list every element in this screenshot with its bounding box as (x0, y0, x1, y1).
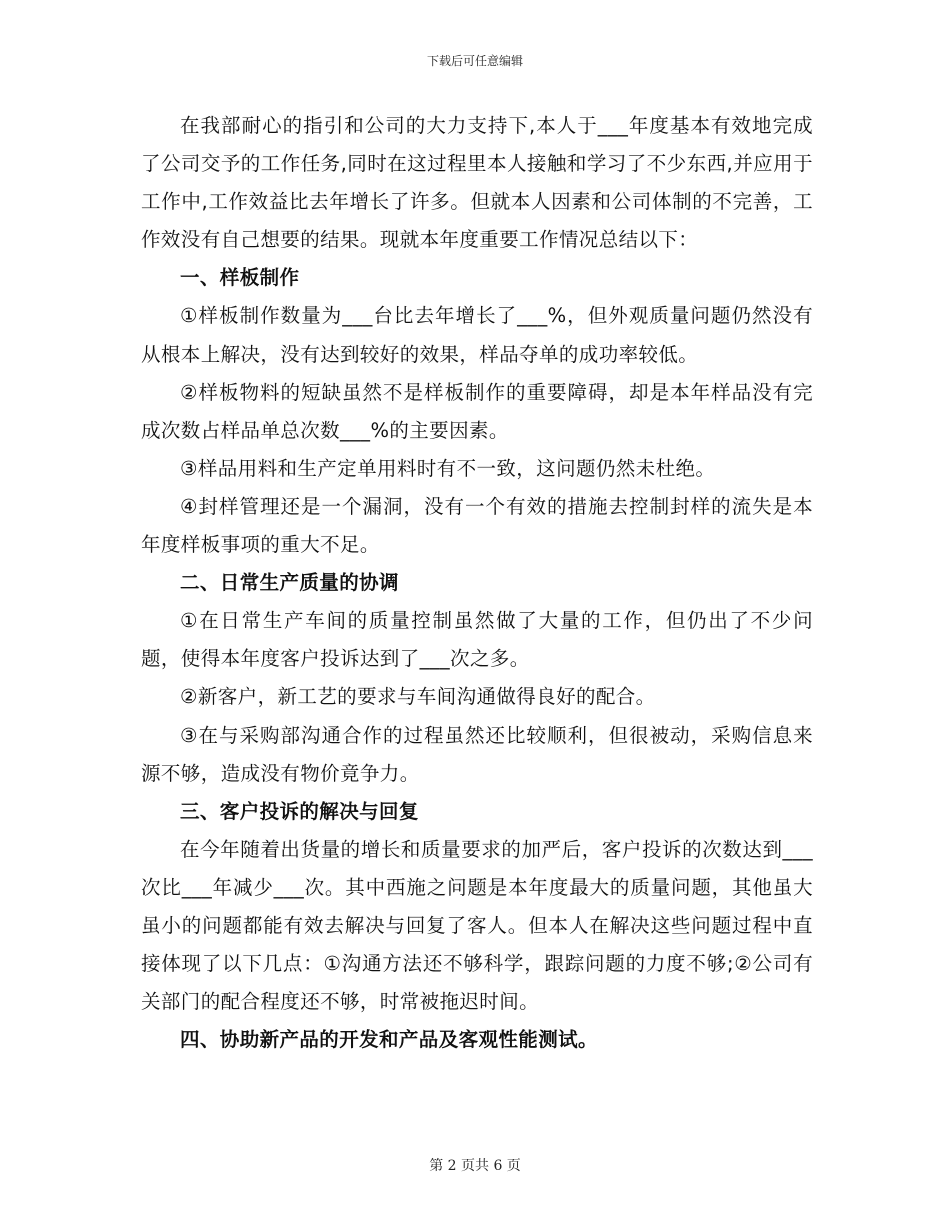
section-heading: 四、协助新产品的开发和产品及客观性能测试。 (180, 1028, 598, 1052)
body-paragraph: ③在与采购部沟通合作的过程虽然还比较顺利，但很被动，采购信息来源不够，造成没有物价竟争力。 (141, 723, 813, 785)
document-body (141, 107, 813, 1059)
body-paragraph: ④封样管理还是一个漏洞，没有一个有效的措施去控制封样的流失是本年度样板事项的重大不足。 (141, 494, 813, 557)
body-paragraph: ③样品用料和生产定单用料时有不一致，这问题仍然未杜绝。 (180, 456, 716, 480)
page-footer: 第 2 页共 6 页 (429, 1158, 521, 1174)
body-paragraph: ①在日常生产车间的质量控制虽然做了大量的工作，但仍出了不少问题，使得本年度客户投诉达到了___次之多。 (141, 609, 813, 671)
body-paragraph: ②新客户，新工艺的要求与车间沟通做得良好的配合。 (180, 685, 656, 709)
section-heading: 二、日常生产质量的协调 (180, 571, 399, 595)
section-heading: 三、客户投诉的解决与回复 (180, 799, 419, 823)
body-paragraph: 在今年随着出货量的增长和质量要求的加严后，客户投诉的次数达到___次比___年减少___次。其中西施之问题是本年度最大的质量问题，其他虽大虽小的问题都能有效去解决与回复了客人。但本人在解决这些问题过程中直接体现了以下几点：①沟通方法还不够科学，跟踪问题的力度不够;②公司有关部门的配合程度还不够，时常被拖迟时间。 (141, 837, 813, 1014)
body-paragraph: 在我部耐心的指引和公司的大力支持下,本人于___年度基本有效地完成了公司交予的工作任务,同时在这过程里本人接触和学习了不少东西,并应用于工作中,工作效益比去年增长了许多。但就本人因素和公司体制的不完善，工作效没有自己想要的结果。现就本年度重要工作情况总结以下： (141, 114, 813, 252)
body-paragraph: ②样板物料的短缺虽然不是样板制作的重要障碍，却是本年样品没有完成次数占样品单总次数___%的主要因素。 (141, 380, 813, 442)
body-paragraph: ①样板制作数量为___台比去年增长了___%，但外观质量问题仍然没有从根本上解决，没有达到较好的效果，样品夺单的成功率较低。 (141, 304, 813, 366)
section-heading: 一、样板制作 (180, 266, 300, 290)
page-header: 下载后可任意编辑 (426, 54, 523, 68)
